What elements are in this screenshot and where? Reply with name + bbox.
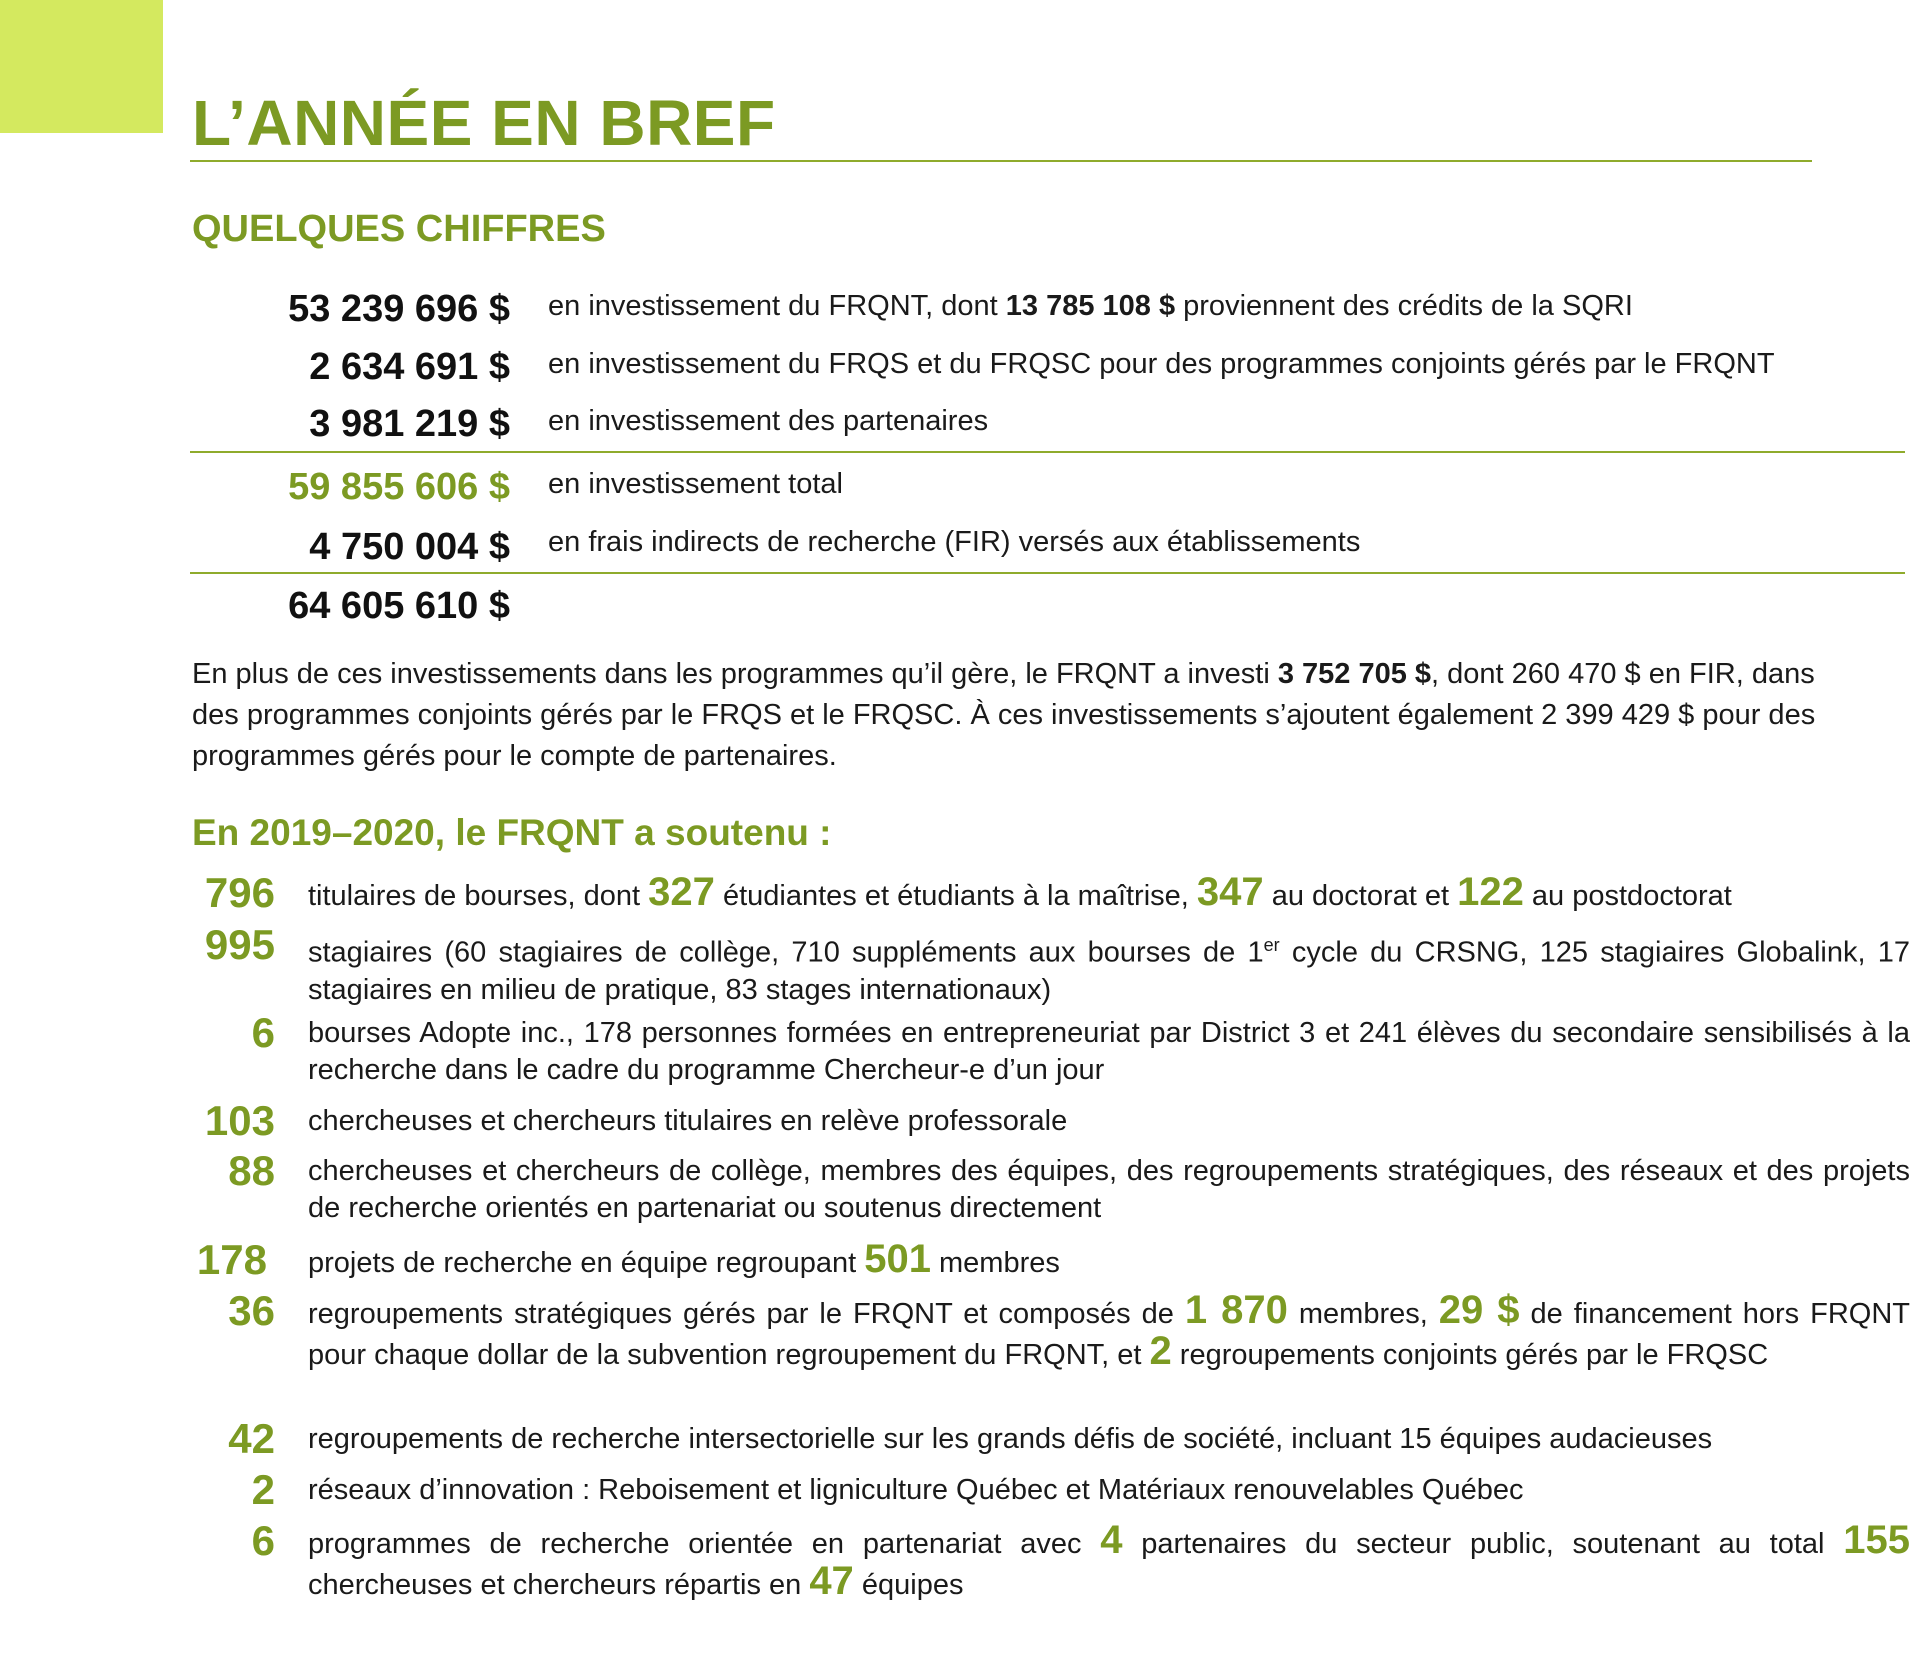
figure-description: en frais indirects de recherche (FIR) versés aux établissements [548,526,1361,558]
figure-row [190,288,1910,344]
figure-description: en investissement des partenaires [548,405,989,437]
figure-amount-grand-total: 64 605 610 $ [288,585,510,627]
figure-description: en investissement total [548,468,843,500]
item-number: 178 [196,1236,267,1283]
item-number: 995 [204,921,275,968]
section-heading-support: En 2019–2020, le FRQNT a soutenu : [192,812,832,853]
item-text: chercheuses et chercheurs titulaires en relève professorale [308,1105,1068,1137]
corner-accent-block [0,0,163,133]
item-text: titulaires de bourses, dont 327 étudiantes et étudiants à la maîtrise, 347 au doctorat et 122 au postdoctorat [308,870,1732,914]
item-number: 42 [228,1415,275,1462]
figures-divider [190,572,1905,574]
figure-amount: 3 981 219 $ [309,403,510,445]
figure-amount: 53 239 696 $ [288,288,510,330]
item-text: stagiaires (60 stagiaires de collège, 710 suppléments aux bourses de 1er cycle du CRSNG, 125 stagiaires Globalink, 17 stagiaires en milieu de pratique, 83 stages internationaux) [308,935,1910,1006]
figure-amount: 2 634 691 $ [309,346,510,388]
figures-divider [190,451,1905,453]
item-number: 796 [204,869,275,916]
item-text: réseaux d’innovation : Reboisement et ligniculture Québec et Matériaux renouvelables Québec [308,1474,1524,1506]
page-title: L’ANNÉE EN BREF [192,87,776,159]
figure-amount: 4 750 004 $ [309,526,510,568]
item-number: 103 [204,1097,275,1144]
investment-paragraph: En plus de ces investissements dans les programmes qu’il gère, le FRQNT a investi 3 752 705 $, dont 260 470 $ en FIR, dans des programmes conjoints gérés par le FRQS et le FRQSC. À ces investissements s’ajoutent également 2 399 429 $ pour des programmes gérés pour le compte de partenaires. [192,658,1816,772]
item-number: 88 [228,1147,275,1194]
figure-row-total [190,466,1910,522]
figure-row [190,346,1910,402]
item-text: regroupements stratégiques gérés par le FRQNT et composés de 1 870 membres, 29 $ de financement hors FRQNT pour chaque dollar de la subvention regroupement du FRQNT, et 2 regroupements conjoints gérés par le FRQSC [308,1288,1910,1373]
item-number: 36 [228,1287,275,1334]
item-text: bourses Adopte inc., 178 personnes formées en entrepreneuriat par District 3 et 241 élèves du secondaire sensibilisés à la recherche dans le cadre du programme Chercheur-e d’un jour [308,1017,1910,1086]
figure-description: en investissement du FRQS et du FRQSC pour des programmes conjoints gérés par le FRQNT [548,348,1775,380]
item-text: projets de recherche en équipe regroupant 501 membres [308,1237,1060,1281]
title-divider [190,160,1812,162]
figure-amount-total: 59 855 606 $ [288,466,510,508]
item-text: chercheuses et chercheurs de collège, membres des équipes, des regroupements stratégiques, des réseaux et des projets de recherche orientés en partenariat ou soutenus directement [308,1155,1910,1224]
item-text: regroupements de recherche intersectorielle sur les grands défis de société, incluant 15 équipes audacieuses [308,1423,1713,1455]
item-number: 6 [251,1517,275,1564]
figure-row-grand-total [190,585,1910,641]
item-number: 6 [251,1009,275,1056]
figure-row [190,526,1910,582]
section-heading-figures: QUELQUES CHIFFRES [192,208,606,250]
figure-description: en investissement du FRQNT, dont 13 785 108 $ proviennent des crédits de la SQRI [548,290,1633,322]
item-text: programmes de recherche orientée en partenariat avec 4 partenaires du secteur public, soutenant au total 155 chercheuses et chercheurs répartis en 47 équipes [308,1518,1910,1603]
item-number: 2 [251,1466,275,1513]
